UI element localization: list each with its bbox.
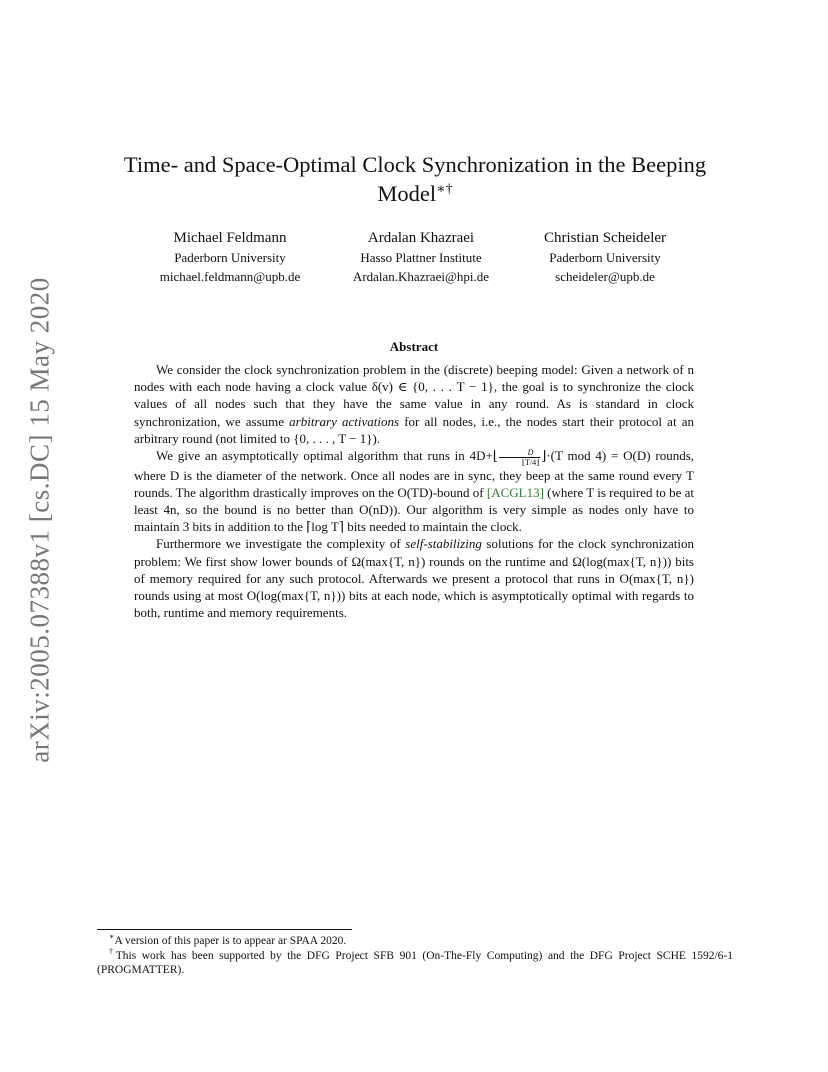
- floor-open: ⌊: [492, 448, 498, 464]
- footnote-mark: ∗: [109, 932, 115, 942]
- abstract-paragraph-2: [134, 447, 694, 535]
- fraction: [499, 448, 540, 467]
- citation-link[interactable]: [ACGL13]: [486, 484, 544, 500]
- abstract-heading: Abstract: [389, 339, 439, 354]
- fraction-numerator: D: [527, 447, 534, 457]
- author-block: [100, 228, 730, 288]
- arxiv-identifier: arXiv:2005.07388v1 [cs.DC] 15 May 2020: [24, 277, 55, 763]
- abstract-paragraph-1: [134, 361, 694, 447]
- author-1: [160, 228, 300, 286]
- abstract-text: We give an asymptotically optimal algorithm that runs in 4D+: [156, 448, 493, 464]
- author-name: Michael Feldmann: [173, 230, 287, 246]
- footnote-text: This work has been supported by the DFG Project SFB 901 (On-The-Fly Computing) and the DFG Project SCHE 1592/6-1 (PROGMATTER).: [97, 949, 733, 976]
- author-2: [353, 228, 489, 286]
- floor-close: ⌋: [541, 448, 547, 464]
- author-name: Ardalan Khazraei: [367, 230, 475, 246]
- paper-title-text: Time- and Space-Optimal Clock Synchronization in the Beeping Model: [123, 152, 707, 206]
- author-email[interactable]: scheideler@upb.de: [555, 269, 655, 284]
- footnote-text: A version of this paper is to appear ar SPAA 2020.: [114, 935, 347, 947]
- abstract-emphasis: arbitrary activations: [289, 413, 400, 429]
- abstract-text: Furthermore we investigate the complexity of: [156, 536, 406, 552]
- title-footnote-marks: ∗†: [436, 182, 453, 197]
- author-email[interactable]: michael.feldmann@upb.de: [159, 269, 301, 284]
- fraction-denominator: ⌊T/4⌋: [499, 457, 540, 467]
- author-affiliation: Hasso Plattner Institute: [360, 250, 482, 265]
- abstract-text: for all nodes, i.e., the nodes start their protocol at an arbitrary round (not limited to {0, . . . , T − 1}).: [134, 413, 694, 446]
- footnote-mark: †: [109, 946, 116, 956]
- author-name: Christian Scheideler: [543, 230, 667, 246]
- abstract-text: We consider the clock synchronization problem in the (discrete) beeping model: Given a network of n nodes with each node having a clock value δ(v) ∈ {0, . . . T − 1}, the goal is to synchronize the clock values of all nodes such that they have the same value in any round. As is standard in clock synchronization, we assume: [134, 362, 694, 429]
- footnote-1: [97, 934, 733, 949]
- author-affiliation: Paderborn University: [549, 250, 661, 265]
- paper-title: [100, 150, 730, 208]
- author-3: [544, 228, 666, 286]
- author-email[interactable]: Ardalan.Khazraei@hpi.de: [352, 269, 490, 284]
- footnote-rule: [97, 929, 352, 930]
- abstract-text: solutions for the clock synchronization problem: We first show lower bounds of Ω(max{T, n}) rounds on the runtime and Ω(log(max{T, n})) bits of memory required for any such protocol. Afterwards we present a protocol that runs in O(max{T, n}) rounds using at most O(log(max{T, n})) bits at each node, which is asymptotically optimal with regards to both, runtime and memory requirements.: [134, 536, 695, 621]
- abstract-emphasis: self-stabilizing: [405, 536, 482, 552]
- abstract-text: (where T is required to be at least 4n, so the bound is no better than O(nD)). Our algorithm is very simple as nodes only have to maintain 3 bits in addition to the ⌈log T⌉ bits needed to maintain the clock.: [134, 484, 694, 535]
- author-affiliation: Paderborn University: [174, 250, 286, 265]
- abstract-body: [134, 361, 694, 621]
- abstract-text: ·(T mod 4) = O(D) rounds, where D is the diameter of the network. Once all nodes are in sync, they beep at the same round every T rounds. The algorithm drastically improves on the O(TD)-bound of: [134, 448, 694, 500]
- abstract-paragraph-3: [134, 535, 694, 621]
- footnotes: [97, 934, 733, 978]
- footnote-2: [97, 946, 733, 978]
